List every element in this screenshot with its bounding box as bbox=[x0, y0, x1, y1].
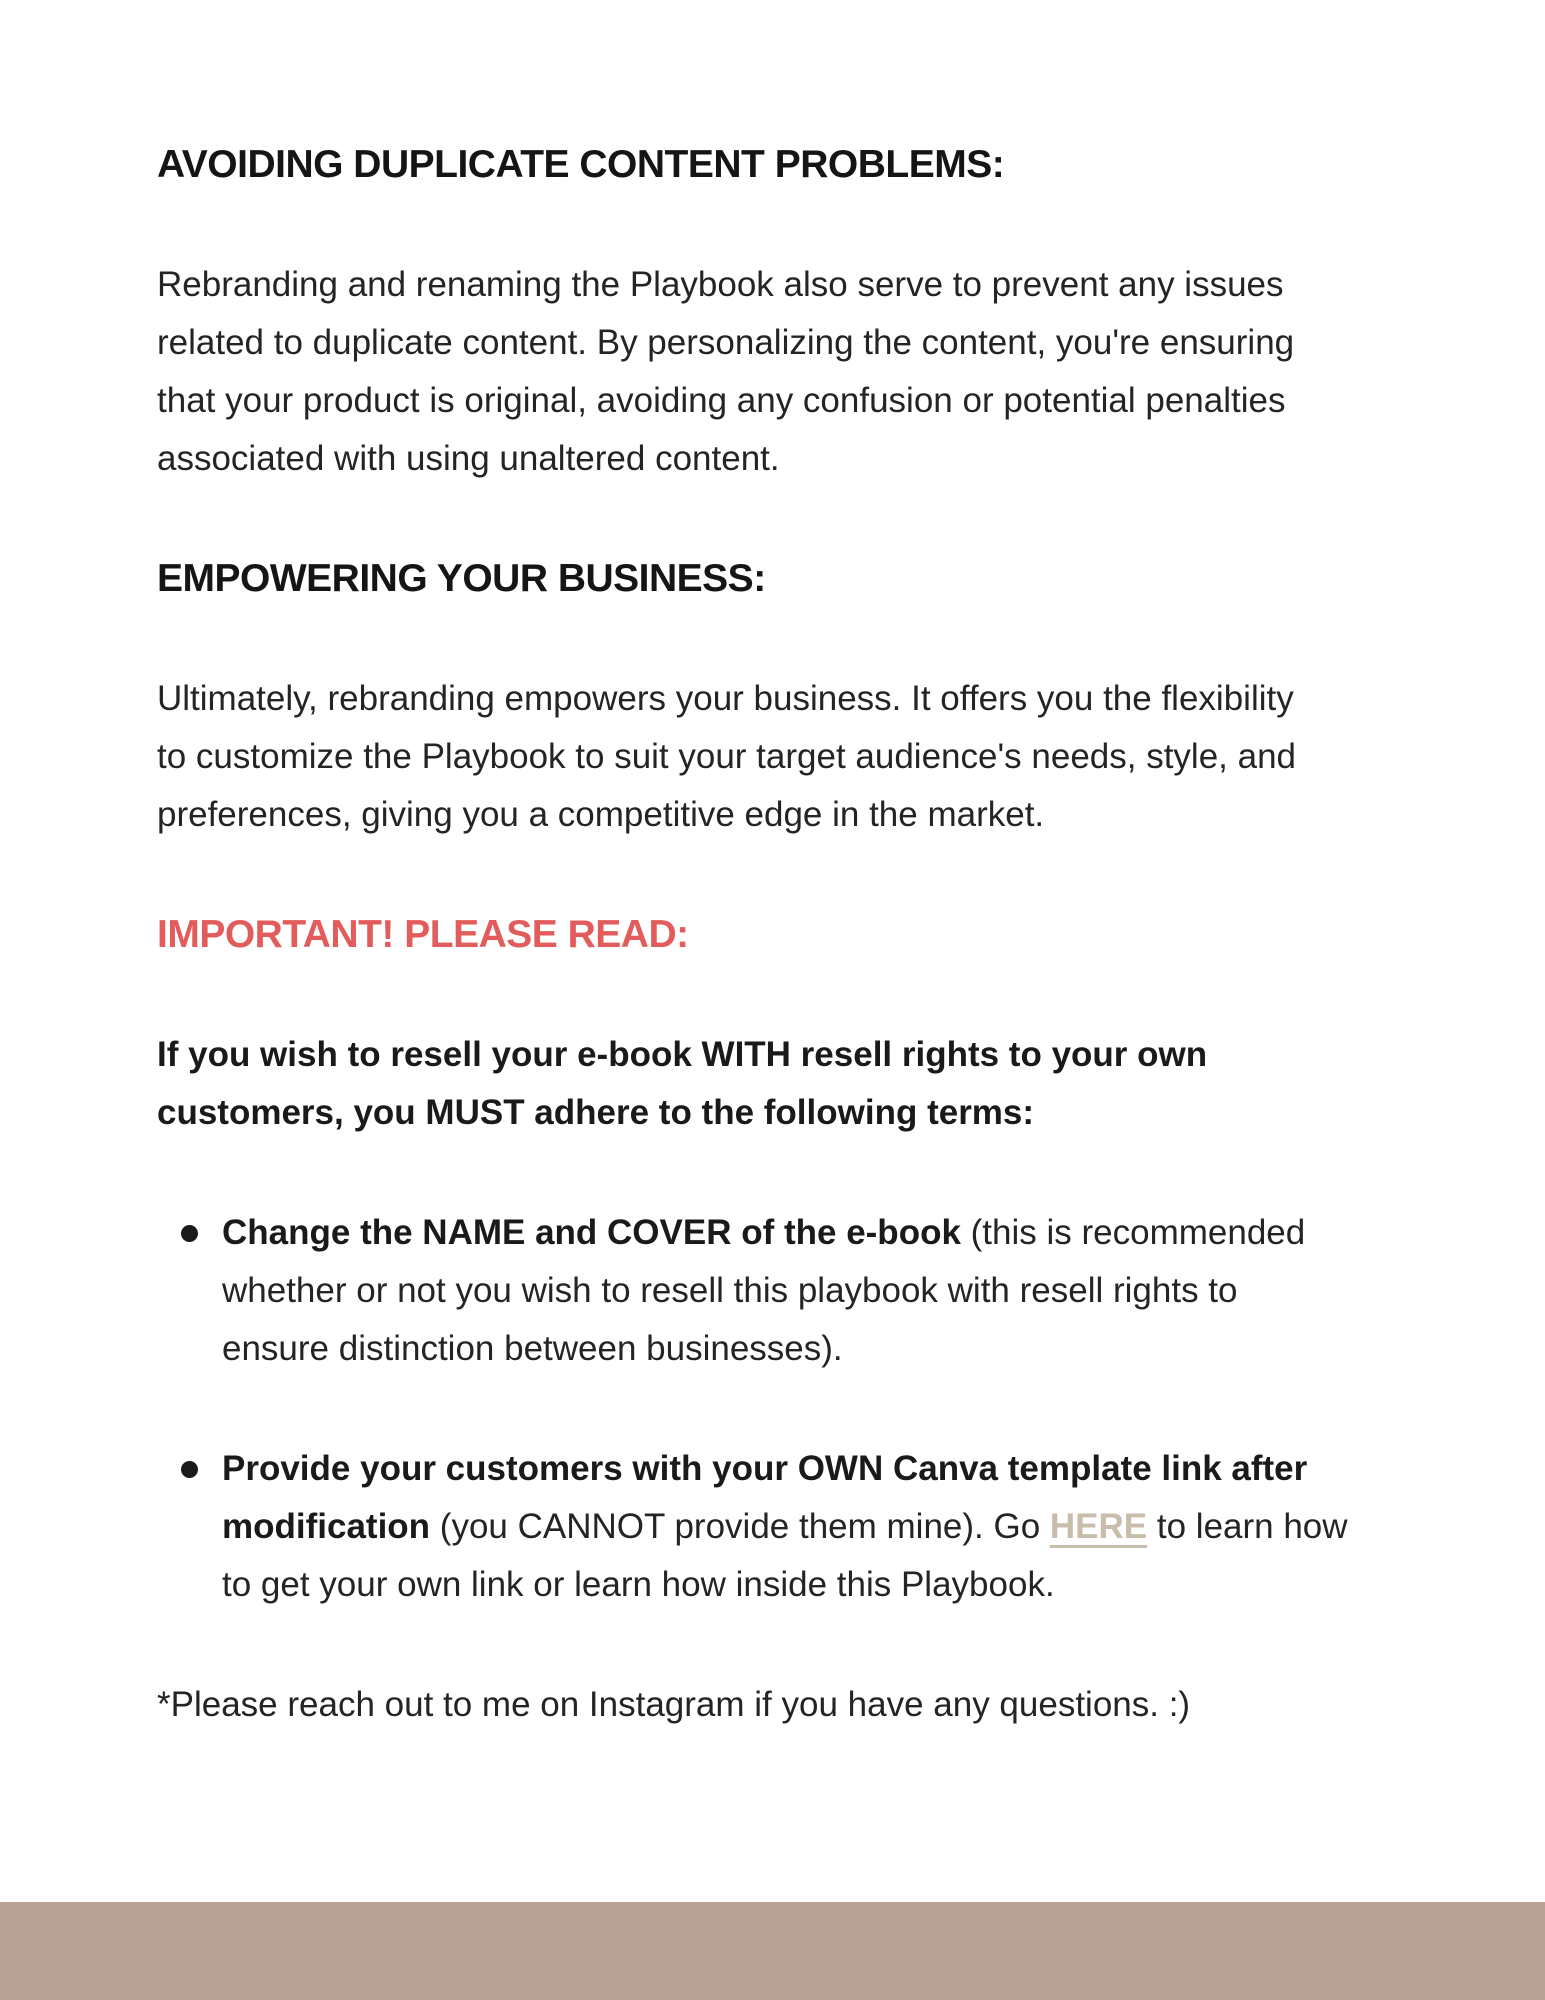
bullet-line bbox=[222, 1498, 1425, 1556]
bullet-text: (this is recommended bbox=[960, 1213, 1306, 1252]
bullet-line: whether or not you wish to resell this playbook with resell rights to bbox=[222, 1271, 1238, 1310]
footer-bar bbox=[0, 1902, 1545, 2000]
bullet-marker bbox=[181, 1461, 198, 1478]
section-heading-avoiding-duplicate-content: AVOIDING DUPLICATE CONTENT PROBLEMS: bbox=[157, 143, 1005, 186]
bullet-line bbox=[222, 1204, 1425, 1262]
paragraph-line: preferences, giving you a competitive edge in the market. bbox=[157, 795, 1045, 834]
bullet-text: to learn how bbox=[1147, 1507, 1348, 1546]
instagram-note: *Please reach out to me on Instagram if you have any questions. :) bbox=[157, 1685, 1191, 1724]
paragraph-line: related to duplicate content. By personalizing the content, you're ensuring bbox=[157, 323, 1295, 362]
paragraph-line: that your product is original, avoiding any confusion or potential penalties bbox=[157, 381, 1286, 420]
paragraph-line: associated with using unaltered content. bbox=[157, 439, 780, 478]
paragraph-duplicate-content bbox=[157, 256, 1425, 488]
paragraph-line: customers, you MUST adhere to the following terms: bbox=[157, 1093, 1035, 1132]
bullet-text: (you CANNOT provide them mine). Go bbox=[430, 1507, 1050, 1546]
bullet-item-change-name-cover bbox=[157, 1204, 1425, 1378]
bullet-marker bbox=[181, 1225, 198, 1242]
bullet-line: Provide your customers with your OWN Canva template link after bbox=[222, 1449, 1308, 1488]
paragraph-empowering bbox=[157, 670, 1425, 844]
bullet-line: ensure distinction between businesses). bbox=[222, 1329, 843, 1368]
paragraph-line: Ultimately, rebranding empowers your business. It offers you the flexibility bbox=[157, 679, 1294, 718]
bullet-line: to get your own link or learn how inside this Playbook. bbox=[222, 1565, 1055, 1604]
here-link[interactable]: HERE bbox=[1049, 1507, 1148, 1546]
bullet-bold-text: modification bbox=[222, 1507, 431, 1546]
section-heading-empowering-your-business: EMPOWERING YOUR BUSINESS: bbox=[157, 557, 766, 600]
bullet-bold-text: Change the NAME and COVER of the e-book bbox=[222, 1213, 961, 1252]
paragraph-line: to customize the Playbook to suit your target audience's needs, style, and bbox=[157, 737, 1297, 776]
paragraph-line: If you wish to resell your e-book WITH resell rights to your own bbox=[157, 1035, 1208, 1074]
paragraph-resell-terms-intro bbox=[157, 1026, 1425, 1142]
bullet-item-own-canva-link bbox=[157, 1440, 1425, 1614]
paragraph-line: Rebranding and renaming the Playbook also serve to prevent any issues bbox=[157, 265, 1284, 304]
section-heading-important-please-read: IMPORTANT! PLEASE READ: bbox=[157, 913, 689, 956]
page-content bbox=[157, 136, 1425, 1734]
